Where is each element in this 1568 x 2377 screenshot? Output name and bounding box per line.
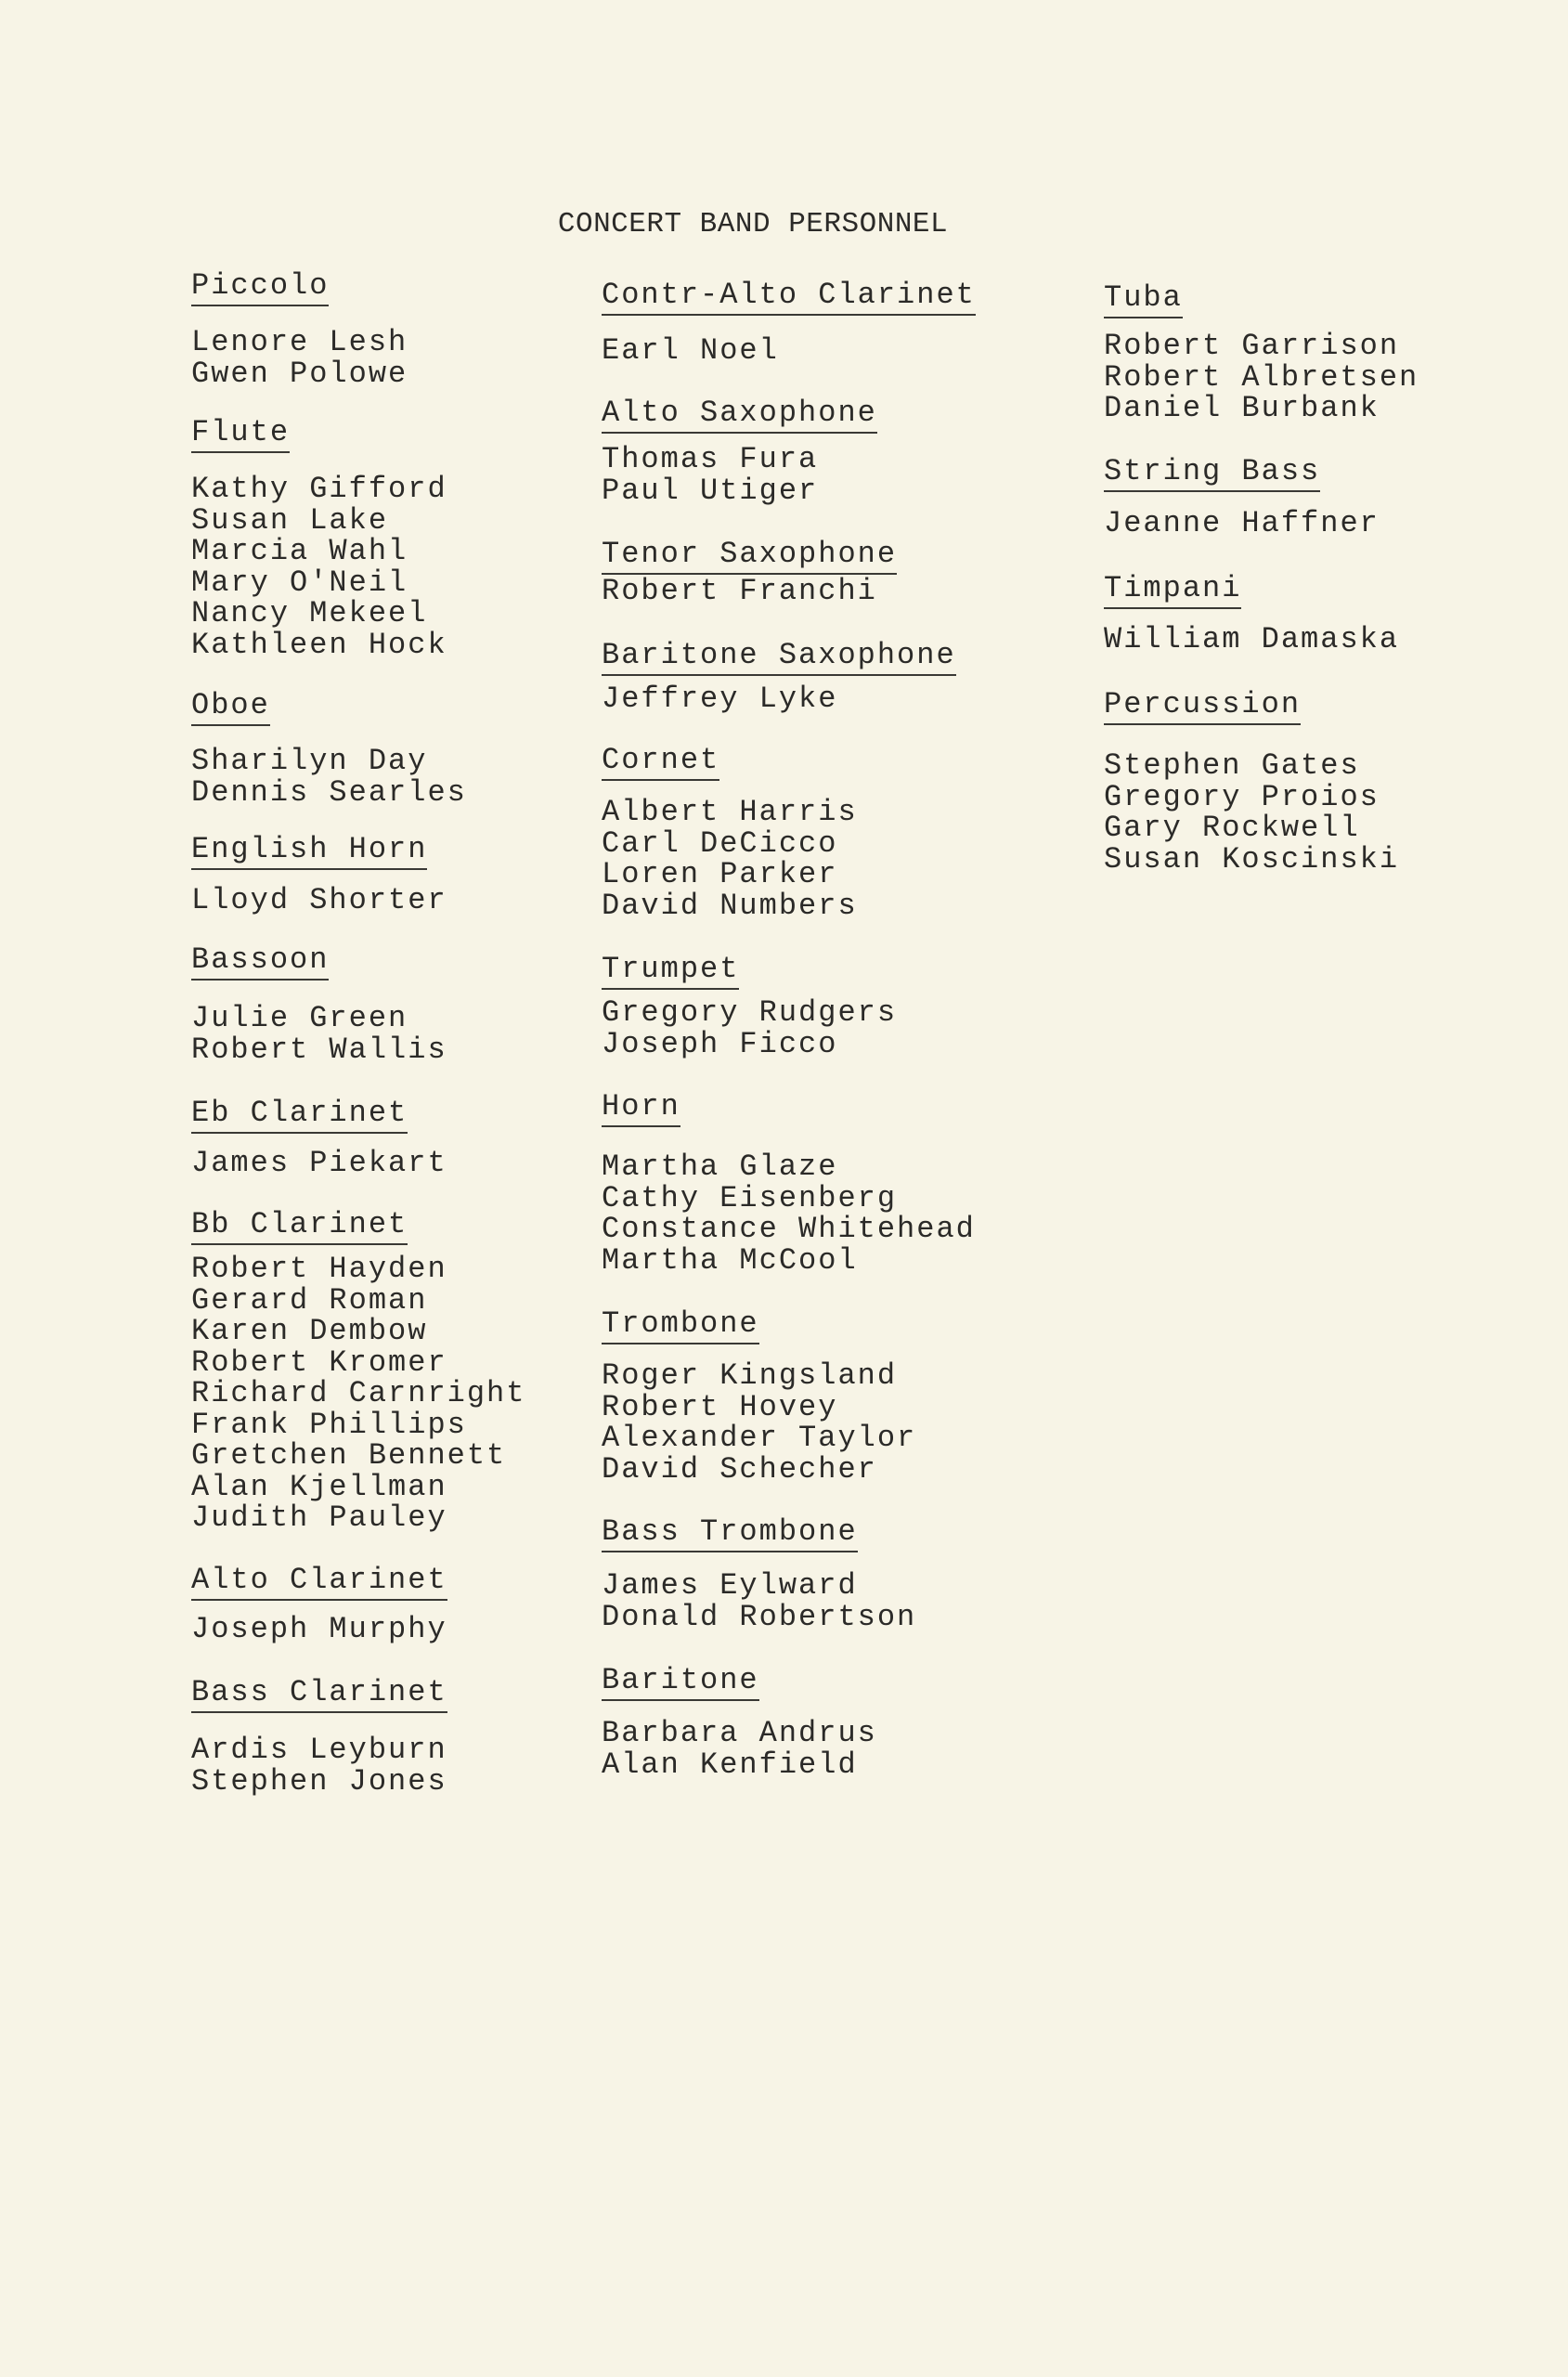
member-name: Sharilyn Day [191,744,428,778]
member-name: Frank Phillips [191,1407,467,1442]
member-name: Martha McCool [602,1242,858,1278]
member-name: Donald Robertson [602,1599,917,1634]
section-bass-trombone [602,1514,917,1634]
member-name: Nancy Mekeel [191,596,428,630]
section-heading: Bass Trombone [602,1515,858,1552]
section-heading: Baritone [602,1664,759,1701]
section-bass-clarinet [191,1675,447,1799]
member-name: Gerard Roman [191,1282,428,1318]
section-piccolo [191,268,408,391]
member-name: Alan Kjellman [191,1469,447,1504]
section-tenor-saxophone [602,537,898,608]
member-name: Gretchen Bennett [191,1438,507,1473]
member-list [191,1003,447,1065]
member-name: Jeffrey Lyke [602,682,838,716]
member-name: Lloyd Shorter [191,883,447,917]
member-name: Robert Wallis [191,1032,447,1067]
section-heading: Tenor Saxophone [602,538,897,575]
member-list [602,576,877,607]
section-heading: Trumpet [602,953,739,990]
member-list [191,1148,447,1179]
member-list [602,1718,877,1780]
section-bassoon [191,942,447,1067]
member-name: James Piekart [191,1146,447,1180]
member-name: Joseph Ficco [602,1026,838,1061]
member-name: Ardis Leyburn [191,1733,447,1767]
section-oboe [191,688,467,810]
member-name: Loren Parker [602,857,838,891]
section-timpani [1104,571,1400,656]
member-name: Robert Franchi [602,574,877,608]
section-heading: Alto Saxophone [602,396,877,434]
member-name: David Numbers [602,888,858,923]
member-name: Gregory Proios [1104,779,1380,814]
member-list [191,1614,447,1645]
member-name: Robert Kromer [191,1344,447,1380]
section-string-bass [1104,454,1380,540]
member-name: Alan Kenfield [602,1747,858,1782]
member-name: Robert Garrison [1104,329,1400,363]
member-name: William Damaska [1104,622,1400,656]
page-title: CONCERT BAND PERSONNEL [557,208,949,240]
section-flute [191,415,447,662]
section-tuba [1104,280,1419,425]
member-name: David Schecher [602,1451,877,1487]
section-heading: Contr-Alto Clarinet [602,279,976,316]
member-name: Alexander Taylor [602,1421,917,1455]
member-name: Stephen Gates [1104,748,1360,783]
section-heading: Horn [602,1090,680,1127]
member-list [191,1253,525,1534]
section-eb-clarinet [191,1096,447,1180]
section-heading: Bb Clarinet [191,1208,408,1245]
member-name: Gary Rockwell [1104,811,1360,845]
section-heading: Piccolo [191,269,329,306]
section-contr-alto-clarinet [602,278,976,368]
member-name: Judith Pauley [191,1500,447,1535]
section-horn [602,1089,976,1278]
member-name: Roger Kingsland [602,1358,898,1393]
member-list [602,797,858,921]
member-name: Joseph Murphy [191,1612,447,1646]
member-list [191,1734,447,1797]
section-trombone [602,1306,917,1487]
member-name: Robert Hovey [602,1389,838,1424]
member-list [602,1360,916,1485]
section-bb-clarinet [191,1207,526,1535]
member-name: Stephen Jones [191,1763,447,1799]
section-percussion [1104,687,1400,877]
section-heading: Bass Clarinet [191,1676,447,1713]
section-heading: Timpani [1104,572,1241,609]
section-heading: Percussion [1104,688,1301,725]
member-list [191,885,447,916]
member-name: Carl DeCicco [602,825,838,861]
section-english-horn [191,832,447,917]
section-cornet [602,743,858,923]
section-alto-clarinet [191,1563,447,1646]
section-heading: Baritone Saxophone [602,639,956,676]
section-alto-saxophone [602,396,877,508]
member-name: Karen Dembow [191,1314,428,1348]
member-list [1104,508,1380,539]
member-list [602,997,897,1059]
member-name: Constance Whitehead [602,1212,976,1246]
section-heading: Eb Clarinet [191,1097,408,1134]
section-trumpet [602,952,898,1061]
member-name: Earl Noel [602,333,779,368]
member-list [191,474,447,660]
member-list [602,444,818,506]
member-name: Robert Albretsen [1104,359,1419,395]
member-name: Gwen Polowe [191,356,408,391]
member-name: Paul Utiger [602,473,819,508]
member-name: Dennis Searles [191,774,467,810]
member-list [602,335,779,367]
member-name: Richard Carnright [191,1376,526,1410]
section-heading: English Horn [191,833,427,870]
member-name: Kathy Gifford [191,472,447,506]
member-name: Thomas Fura [602,442,819,476]
member-name: Jeanne Haffner [1104,506,1380,540]
member-list [1104,750,1399,875]
member-name: Albert Harris [602,795,858,829]
member-list [602,683,837,715]
member-list [1104,624,1399,656]
member-list [1104,331,1419,424]
member-list [191,327,408,389]
member-name: Marcia Wahl [191,534,408,568]
section-heading: Oboe [191,689,270,726]
member-name: Julie Green [191,1001,408,1035]
member-name: Martha Glaze [602,1150,838,1184]
member-name: Susan Lake [191,502,389,538]
member-name: Mary O'Neil [191,565,408,600]
section-heading: String Bass [1104,455,1320,492]
section-heading: Tuba [1104,281,1183,318]
section-heading: Cornet [602,744,719,781]
section-baritone-saxophone [602,638,956,716]
member-name: Gregory Rudgers [602,995,898,1030]
member-name: Kathleen Hock [191,627,447,662]
section-heading: Bassoon [191,943,329,981]
member-name: Lenore Lesh [191,325,408,359]
section-heading: Trombone [602,1307,759,1344]
member-name: Cathy Eisenberg [602,1180,898,1215]
member-list [602,1151,976,1276]
section-heading: Alto Clarinet [191,1564,447,1601]
member-list [602,1570,916,1632]
member-name: Daniel Burbank [1104,391,1380,425]
member-name: James Eylward [602,1568,858,1603]
member-name: Robert Hayden [191,1252,447,1286]
section-heading: Flute [191,416,290,453]
member-name: Susan Koscinski [1104,841,1400,877]
section-baritone [602,1663,877,1782]
member-list [191,746,467,808]
member-name: Barbara Andrus [602,1716,877,1750]
